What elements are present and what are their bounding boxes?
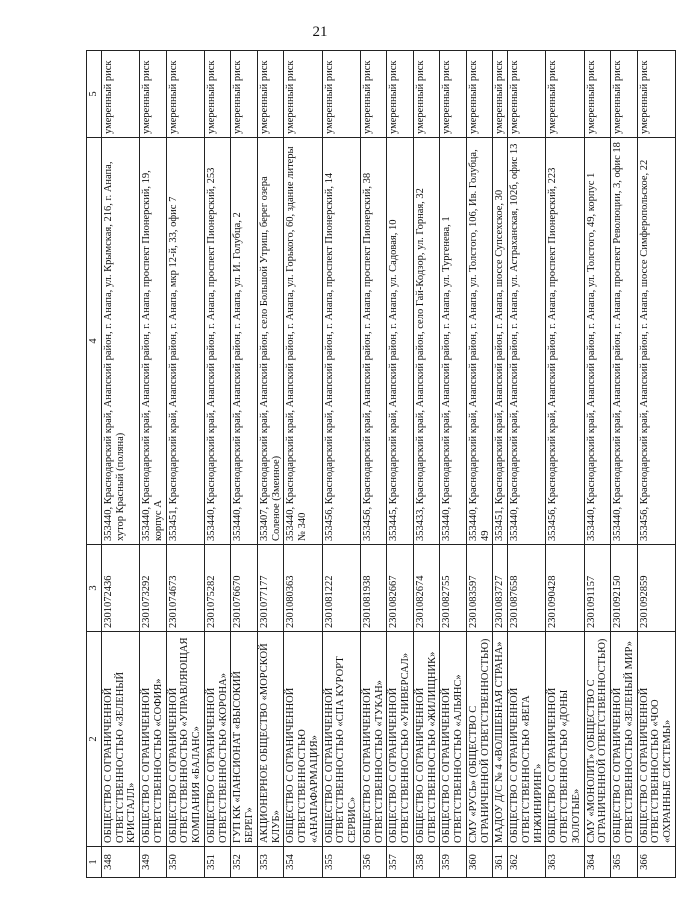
address: 353445, Краснодарский край, Анапский район, г. Анапа, ул. Садовая, 10: [387, 138, 414, 545]
address: 353440, Краснодарский край, Анапский район, г. Анапа, ул. Крымская, 216, г. Анапа, хутор Красный (поляна): [101, 138, 139, 545]
table-row: [387, 51, 414, 878]
table-row: [508, 51, 546, 878]
table-row: [257, 51, 284, 878]
row-number: 362: [508, 847, 546, 878]
organization-name: ОБЩЕСТВО С ОГРАНИЧЕННОЙ ОТВЕТСТВЕННОСТЬЮ «УПРАВЛЯЮЩАЯ КОМПАНИЯ «БАЛАНС»: [166, 632, 204, 847]
table-row: [204, 51, 231, 878]
inn: 2301080363: [284, 545, 322, 632]
risk-category: умеренный риск: [637, 51, 675, 138]
risk-category: умеренный риск: [466, 51, 493, 138]
risk-category: умеренный риск: [440, 51, 467, 138]
risk-category: умеренный риск: [101, 51, 139, 138]
organization-name: ОБЩЕСТВО С ОГРАНИЧЕННОЙ ОТВЕТСТВЕННОСТЬЮ «ЧОО «ОХРАННЫЕ СИСТЕМЫ»: [637, 632, 675, 847]
organization-name: ОБЩЕСТВО С ОГРАНИЧЕННОЙ ОТВЕТСТВЕННОСТЬЮ «УНИВЕРСАЛ»: [387, 632, 414, 847]
inn: 2301091157: [584, 545, 611, 632]
organization-name: ОБЩЕСТВО С ОГРАНИЧЕННОЙ ОТВЕТСТВЕННОСТЬЮ «ЗЕЛЕНЫЙ МИР»: [611, 632, 638, 847]
address: 353440, Краснодарский край, Анапский район, г. Анапа, ул. Тургенева, 1: [440, 138, 467, 545]
inn: 2301073292: [140, 545, 167, 632]
address: 353440, Краснодарский край, Анапский район, г. Анапа, ул. И. Голубца, 2: [231, 138, 258, 545]
organization-name: СМУ «МОНОЛИТ» (ОБЩЕСТВО С ОГРАНИЧЕННОЙ ОТВЕТСТВЕННОСТЬЮ): [584, 632, 611, 847]
inn: 2301075282: [204, 545, 231, 632]
risk-category: умеренный риск: [322, 51, 360, 138]
inn: 2301087658: [508, 545, 546, 632]
table-row: [166, 51, 204, 878]
table-row: [413, 51, 440, 878]
organization-name: АКЦИОНЕРНОЕ ОБЩЕСТВО «МОРСКОЙ КЛУБ»: [257, 632, 284, 847]
page-number: 21: [312, 24, 328, 40]
table-row: [101, 51, 139, 878]
header-col-2: 2: [87, 632, 102, 847]
row-number: 348: [101, 847, 139, 878]
organization-name: ОБЩЕСТВО С ОГРАНИЧЕННОЙ ОТВЕТСТВЕННОСТЬЮ «АНАПАФАРМАЦИЯ»: [284, 632, 322, 847]
risk-category: умеренный риск: [204, 51, 231, 138]
address: 353456, Краснодарский край, Анапский район, г. Анапа, проспект Пионерский, 38: [360, 138, 387, 545]
inn: 2301074673: [166, 545, 204, 632]
table-row: [637, 51, 675, 878]
risk-category: умеренный риск: [546, 51, 584, 138]
header-col-3: 3: [87, 545, 102, 632]
organization-name: ОБЩЕСТВО С ОГРАНИЧЕННОЙ ОТВЕТСТВЕННОСТЬЮ «ДОНЫ ЗОЛОТЫЕ»: [546, 632, 584, 847]
address: 353451, Краснодарский край, Анапский район, г. Анапа, мкр 12-й, 33, офис 7: [166, 138, 204, 545]
row-number: 359: [440, 847, 467, 878]
risk-category: умеренный риск: [140, 51, 167, 138]
inn: 2301083727: [493, 545, 508, 632]
header-col-1: 1: [87, 847, 102, 878]
row-number: 356: [360, 847, 387, 878]
address: 353407, Краснодарский край, Анапский район, село Большой Утриш, берег озера Соленое (Змеиное): [257, 138, 284, 545]
address: 353440, Краснодарский край, Анапский район, г. Анапа, проспект Пионерский, 19, корпус А: [140, 138, 167, 545]
inn: 2301082667: [387, 545, 414, 632]
row-number: 358: [413, 847, 440, 878]
address: 353456, Краснодарский край, Анапский район, г. Анапа, проспект Пионерский, 14: [322, 138, 360, 545]
table-row: [611, 51, 638, 878]
organization-name: МАДОУ Д/С № 4 «ВОЛШЕБНАЯ СТРАНА»: [493, 632, 508, 847]
header-col-5: 5: [87, 51, 102, 138]
inn: 2301092859: [637, 545, 675, 632]
row-number: 351: [204, 847, 231, 878]
row-number: 349: [140, 847, 167, 878]
risk-category: умеренный риск: [413, 51, 440, 138]
address: 353451, Краснодарский край, Анапский район, г. Анапа, шоссе Супсехское, 30: [493, 138, 508, 545]
table-row: [546, 51, 584, 878]
header-col-4: 4: [87, 138, 102, 545]
inn: 2301072436: [101, 545, 139, 632]
risk-category: умеренный риск: [584, 51, 611, 138]
table-row: [440, 51, 467, 878]
registry-table: [86, 50, 676, 878]
inn: 2301081938: [360, 545, 387, 632]
address: 353440, Краснодарский край, Анапский район, г. Анапа, ул. Горького, 60, здание литеры № 340: [284, 138, 322, 545]
risk-category: умеренный риск: [493, 51, 508, 138]
organization-name: ОБЩЕСТВО С ОГРАНИЧЕННОЙ ОТВЕТСТВЕННОСТЬЮ «ТУКАН»: [360, 632, 387, 847]
address: 353440, Краснодарский край, Анапский район, г. Анапа, ул. Астраханская, 102б, офис 13: [508, 138, 546, 545]
organization-name: ОБЩЕСТВО С ОГРАНИЧЕННОЙ ОТВЕТСТВЕННОСТЬЮ «КОРОНА»: [204, 632, 231, 847]
inn: 2301082755: [440, 545, 467, 632]
row-number: 355: [322, 847, 360, 878]
row-number: 352: [231, 847, 258, 878]
rotated-table-wrapper: [86, 60, 673, 878]
table-row: [322, 51, 360, 878]
organization-name: СМУ «РУСЬ» (ОБЩЕСТВО С ОГРАНИЧЕННОЙ ОТВЕТСТВЕННОСТЬЮ): [466, 632, 493, 847]
risk-category: умеренный риск: [508, 51, 546, 138]
table-row: [360, 51, 387, 878]
table-row: [231, 51, 258, 878]
inn: 2301081222: [322, 545, 360, 632]
row-number: 363: [546, 847, 584, 878]
table-row: [140, 51, 167, 878]
inn: 2301092150: [611, 545, 638, 632]
table-row: [466, 51, 493, 878]
organization-name: ОБЩЕСТВО С ОГРАНИЧЕННОЙ ОТВЕТСТВЕННОСТЬЮ «СОФИЯ»: [140, 632, 167, 847]
address: 353456, Краснодарский край, Анапский район, г. Анапа, шоссе Симферопольское, 22: [637, 138, 675, 545]
risk-category: умеренный риск: [257, 51, 284, 138]
address: 353433, Краснодарский край, Анапский район, село Гай-Кодзор, ул. Горная, 32: [413, 138, 440, 545]
risk-category: умеренный риск: [360, 51, 387, 138]
inn: 2301090428: [546, 545, 584, 632]
organization-name: ОБЩЕСТВО С ОГРАНИЧЕННОЙ ОТВЕТСТВЕННОСТЬЮ «ЗЕЛЕНЫЙ КРИСТАЛЛ»: [101, 632, 139, 847]
organization-name: ОБЩЕСТВО С ОГРАНИЧЕННОЙ ОТВЕТСТВЕННОСТЬЮ «ВЕГА ИНЖИНИРИНГ»: [508, 632, 546, 847]
table-row: [584, 51, 611, 878]
row-number: 360: [466, 847, 493, 878]
organization-name: ОБЩЕСТВО С ОГРАНИЧЕННОЙ ОТВЕТСТВЕННОСТЬЮ «ЖИЛИЩНИК»: [413, 632, 440, 847]
row-number: 361: [493, 847, 508, 878]
risk-category: умеренный риск: [284, 51, 322, 138]
risk-category: умеренный риск: [611, 51, 638, 138]
inn: 2301076670: [231, 545, 258, 632]
address: 353440, Краснодарский край, Анапский район, г. Анапа, проспект Пионерский, 253: [204, 138, 231, 545]
row-number: 353: [257, 847, 284, 878]
row-number: 350: [166, 847, 204, 878]
organization-name: ГУП КК «ПАНСИОНАТ «ВЫСОКИЙ БЕРЕГ»: [231, 632, 258, 847]
table-row: [284, 51, 322, 878]
organization-name: ОБЩЕСТВО С ОГРАНИЧЕННОЙ ОТВЕТСТВЕННОСТЬЮ «АЛЬЯНС»: [440, 632, 467, 847]
row-number: 366: [637, 847, 675, 878]
address: 353440, Краснодарский край, Анапский район, г. Анапа, ул. Толстого, 49, корпус 1: [584, 138, 611, 545]
address: 353456, Краснодарский край, Анапский район, г. Анапа, проспект Пионерский, 223: [546, 138, 584, 545]
risk-category: умеренный риск: [166, 51, 204, 138]
inn: 2301077177: [257, 545, 284, 632]
address: 353440, Краснодарский край, Анапский район, г. Анапа, проспект Революции, 3, офис 18: [611, 138, 638, 545]
address: 353440, Краснодарский край, Анапский район, г. Анапа, ул. Толстого, 106, Ив. Голубца, 49: [466, 138, 493, 545]
row-number: 365: [611, 847, 638, 878]
row-number: 354: [284, 847, 322, 878]
row-number: 364: [584, 847, 611, 878]
inn: 2301082674: [413, 545, 440, 632]
table-row: [493, 51, 508, 878]
row-number: 357: [387, 847, 414, 878]
risk-category: умеренный риск: [387, 51, 414, 138]
table-header-row: [87, 51, 102, 878]
inn: 2301083597: [466, 545, 493, 632]
risk-category: умеренный риск: [231, 51, 258, 138]
organization-name: ОБЩЕСТВО С ОГРАНИЧЕННОЙ ОТВЕТСТВЕННОСТЬЮ «СПА КУРОРТ СЕРВИС»: [322, 632, 360, 847]
